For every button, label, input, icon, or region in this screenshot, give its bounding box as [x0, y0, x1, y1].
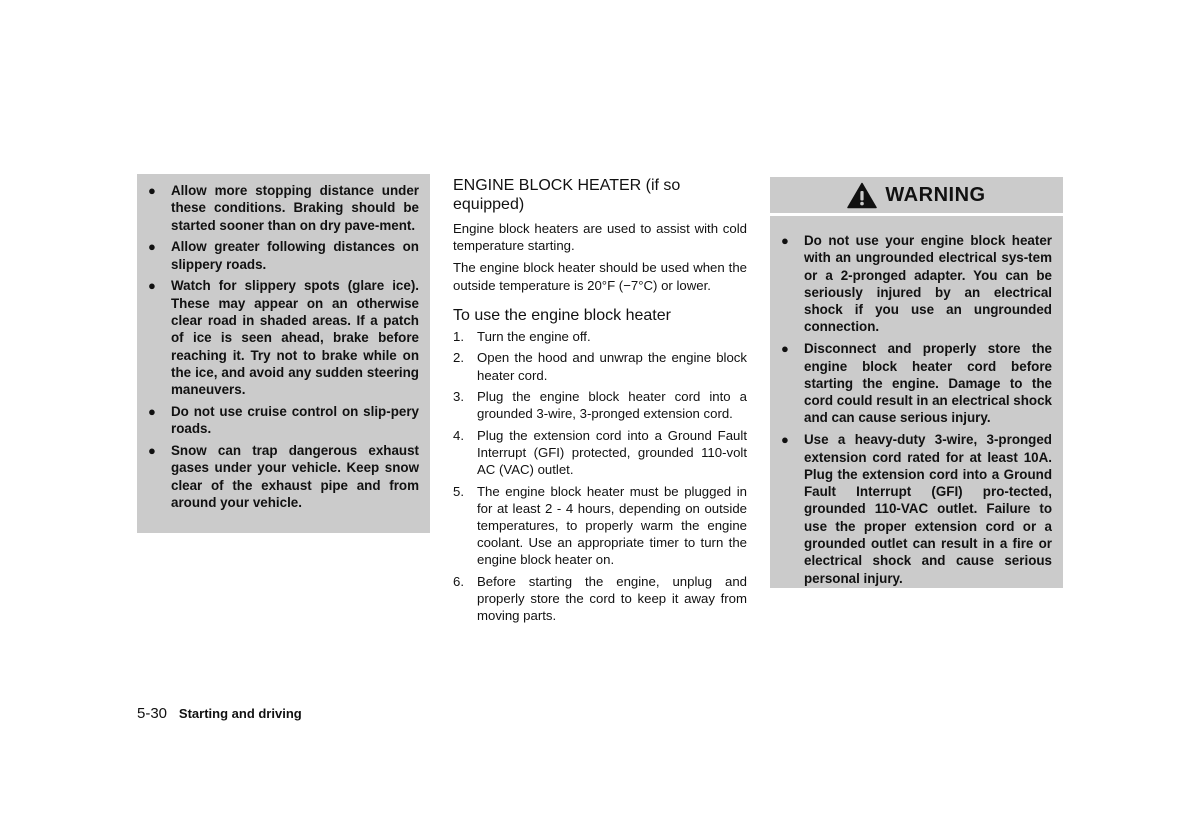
list-item: ● Allow more stopping distance under these conditions. Braking should be started sooner than on dry pave-ment.: [148, 183, 419, 233]
page-number: 5-30: [137, 705, 168, 722]
step-item: 5. The engine block heater must be plugged in for at least 2 - 4 hours, depending on outside temperatures, to properly warm the engine coolant. Use an appropriate timer to turn the engine block heater on.: [453, 483, 747, 568]
step-item: 4. Plug the extension cord into a Ground Fault Interrupt (GFI) protected, grounded 110-volt AC (VAC) outlet.: [453, 427, 747, 478]
step-item: 1. Turn the engine off.: [453, 328, 591, 344]
list-item: ● Use a heavy-duty 3-wire, 3-pronged extension cord rated for at least 10A. Plug the extension cord into a Ground Fault Interrupt (GFI) pro-tected, grounded 110-VAC outlet. Failure to use the proper extension cord or a grounded outlet can result in a fire or electrical shock and cause serious personal injury.: [781, 432, 1052, 586]
bullet-icon: ●: [148, 278, 156, 294]
procedure-steps: [453, 328, 747, 625]
temperature-paragraph: The engine block heater should be used when the outside temperature is 20°F (−7°C) or lower.: [453, 260, 747, 293]
list-item: ● Do not use your engine block heater with an ungrounded electrical sys-tem or a 2-pronged adapter. You can be seriously injured by an electrical shock if you use an ungrounded connection.: [781, 233, 1052, 335]
driving-tips-box: [137, 174, 430, 533]
driving-tips-list: [148, 182, 419, 511]
warning-list: [781, 232, 1052, 587]
list-item: ● Watch for slippery spots (glare ice). These may appear on an otherwise clear road in shaded areas. If a patch of ice is seen ahead, brake before reaching it. Try not to brake while on the ice, and avoid any sudden steering maneuvers.: [148, 278, 419, 398]
engine-block-heater-section: [453, 176, 747, 629]
list-item: ● Allow greater following distances on slippery roads.: [148, 239, 419, 272]
bullet-icon: ●: [148, 239, 156, 255]
step-item: 2. Open the hood and unwrap the engine block heater cord.: [453, 350, 747, 383]
bullet-icon: ●: [781, 432, 789, 448]
bullet-icon: ●: [148, 404, 156, 420]
bullet-icon: ●: [148, 183, 156, 198]
warning-box: [770, 177, 1063, 588]
warning-title: WARNING: [885, 183, 986, 206]
warning-triangle-icon: [847, 182, 877, 209]
list-item: ● Do not use cruise control on slip-pery roads.: [148, 404, 419, 437]
bullet-icon: ●: [781, 233, 789, 248]
warning-header: [770, 177, 1063, 216]
step-item: 3. Plug the engine block heater cord into a grounded 3-wire, 3-pronged extension cord.: [453, 389, 747, 422]
section-name: Starting and driving: [178, 706, 302, 721]
bullet-icon: ●: [148, 443, 156, 459]
list-item: ● Disconnect and properly store the engine block heater cord before starting the engine. Damage to the cord could result in an electrical shock and can cause serious injury.: [781, 341, 1052, 426]
section-heading: ENGINE BLOCK HEATER (if so equipped): [453, 177, 681, 213]
list-item: ● Snow can trap dangerous exhaust gases under your vehicle. Keep snow clear of the exhaust pipe and from around your vehicle.: [148, 443, 419, 511]
procedure-heading: To use the engine block heater: [453, 306, 671, 324]
warning-body: [770, 216, 1063, 587]
page-footer: [137, 704, 302, 723]
step-item: 6. Before starting the engine, unplug and properly store the cord to keep it away from moving parts.: [453, 573, 747, 624]
intro-paragraph: Engine block heaters are used to assist with cold temperature starting.: [453, 221, 747, 254]
bullet-icon: ●: [781, 341, 789, 357]
